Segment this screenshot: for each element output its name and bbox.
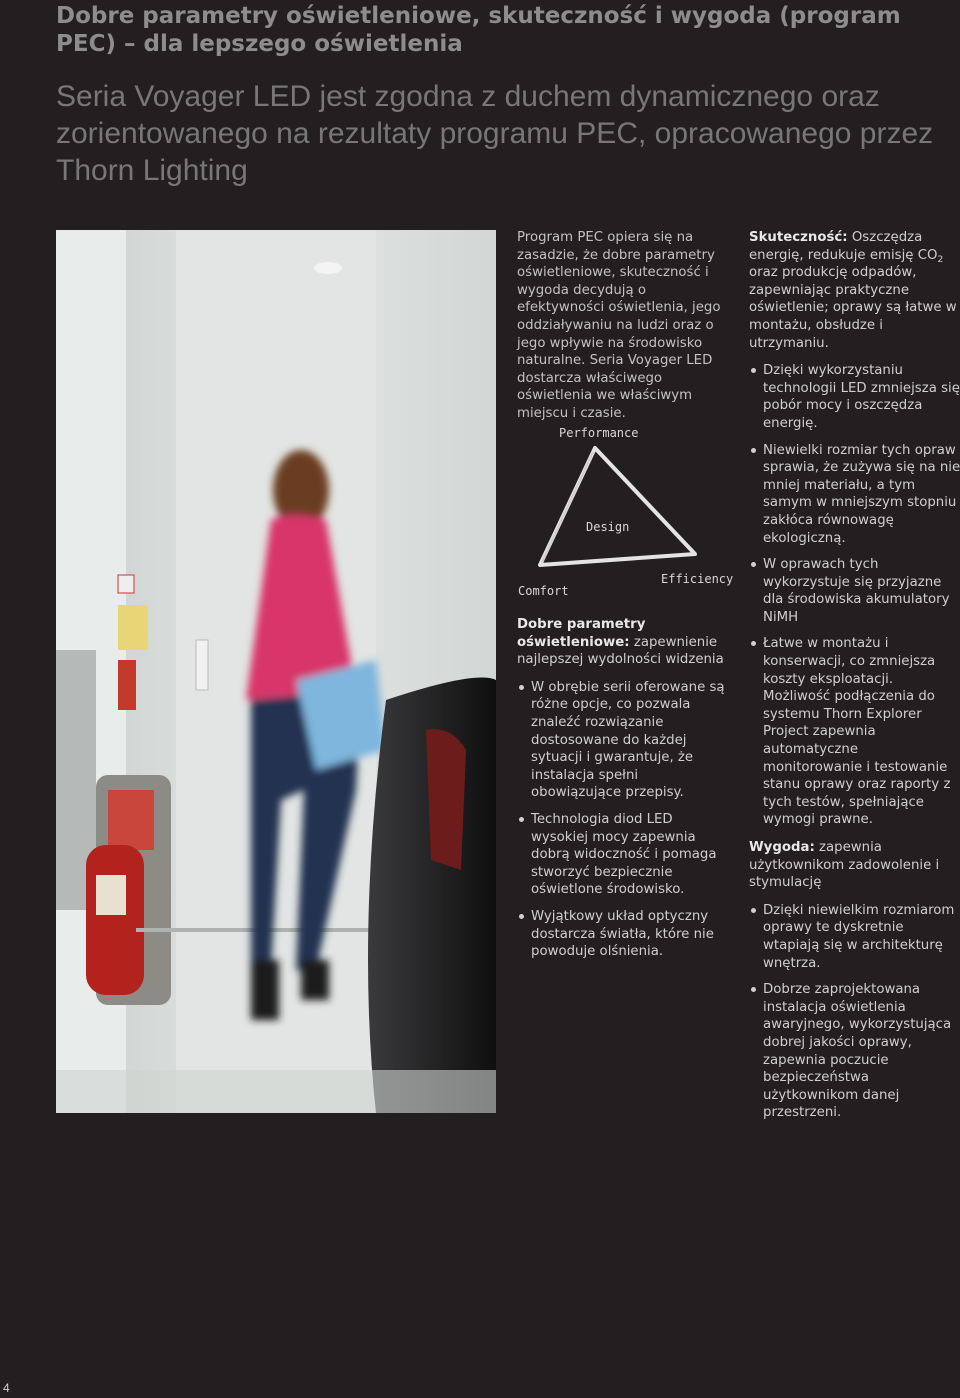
efficiency-bullets [749, 362, 960, 829]
label-design: Design [586, 520, 630, 534]
comfort-title: Wygoda: [749, 840, 815, 855]
list-item: Technologia diod LED wysokiej mocy zapewnia dobrą widoczność i pomaga stworzyć bezpiecznie oświetlone środowisko. [517, 811, 732, 899]
lighting-bullets [517, 679, 732, 961]
list-item: Łatwe w montażu i konserwacji, co zmniejsza koszty eksploatacji. Możliwość podłączenia do systemu Thorn Explorer Project zapewnia automatyczne monitorowanie i testowanie stanu oprawy oraz raporty z tych testów, spełniające wymogi prawne. [749, 635, 960, 829]
page-subheading: Seria Voyager LED jest zgodna z duchem dynamicznego oraz zorientowanego na rezultaty programu PEC, opracowanego przez Thorn Lighting [56, 80, 934, 187]
extinguisher-sign [108, 790, 154, 850]
intro-paragraph: Program PEC opiera się na zasadzie, że dobre parametry oświetleniowe, skuteczność i wygoda decydują o efektywności oświetlenia, jego oddziaływaniu na ludzi oraz o jego wpływie na środowisko naturalne. Seria Voyager LED dostarcza właściwego oświetlenia we właściwym miejscu i czasie. [517, 230, 721, 421]
list-item: W oprawach tych wykorzystuje się przyjazne dla środowiska akumulatory NiMH [749, 556, 960, 626]
comfort-paragraph [749, 839, 960, 892]
label-performance: Performance [559, 426, 639, 440]
page-number: 4 [3, 1381, 10, 1395]
triangle-shape [540, 448, 695, 565]
efficiency-title: Skuteczność: [749, 230, 848, 245]
list-item: Dzięki niewielkim rozmiarom oprawy te dyskretnie wtapiają się w architekturę wnętrza. [749, 902, 960, 972]
fire-extinguisher [86, 845, 144, 995]
sign-no-smoking [118, 575, 134, 593]
car-taillight [426, 729, 466, 870]
list-item: Niewielki rozmiar tych opraw sprawia, że zużywa się na nie mniej materiału, a tym samym w mniejszym stopniu zakłóca równowagę ekologiczną. [749, 442, 960, 548]
efficiency-text-after: oraz produkcję odpadów, zapewniając praktyczne oświetlenie; oprawy są łatwe w montażu, obsłudze i utrzymaniu. [749, 265, 957, 351]
showroom-illustration [56, 230, 496, 1113]
sign-notice [118, 605, 148, 650]
fire-alarm [118, 660, 136, 710]
comfort-text: zapewnia użytkownikom zadowolenie i stymulację [749, 840, 940, 891]
co2-subscript: 2 [937, 254, 944, 265]
lighting-paragraph [517, 616, 732, 669]
lighting-section [517, 616, 732, 971]
list-item: Wyjątkowy układ optyczny dostarcza światła, które nie powoduje olśnienia. [517, 908, 732, 961]
comfort-bullets [749, 902, 960, 1122]
list-item: Dobrze zaprojektowana instalacja oświetlenia awaryjnego, wykorzystująca dobrej jakości oprawy, zapewnia poczucie bezpieczeństwa użytkownikom danej przestrzeni. [749, 981, 960, 1122]
label-comfort: Comfort [518, 584, 569, 598]
label-efficiency: Efficiency [661, 572, 734, 586]
column-left [517, 229, 732, 433]
list-item: W obrębie serii oferowane są różne opcje, co pozwala znaleźć rozwiązanie dostosowane do każdej sytuacji i gwarantuje, że instalacja spełni obowiązujące przepisy. [517, 679, 732, 802]
lighting-title: Dobre parametry oświetleniowe: [517, 617, 646, 650]
pec-triangle-diagram [512, 420, 737, 610]
showroom-photo [56, 230, 496, 1113]
ceiling-light [314, 262, 342, 274]
lighting-text: zapewnienie najlepszej wydolności widzenia [517, 634, 724, 668]
column-right [749, 229, 960, 1132]
list-item: Dzięki wykorzystaniu technologii LED zmniejsza się pobór mocy i oszczędza energię. [749, 362, 960, 432]
efficiency-paragraph [749, 229, 960, 352]
page-heading: Dobre parametry oświetleniowe, skuteczność i wygoda (program PEC) – dla lepszego oświetlenia [56, 3, 901, 57]
efficiency-text-before: Oszczędza energię, redukuje emisję CO [749, 230, 938, 263]
wall-switch [196, 640, 208, 690]
